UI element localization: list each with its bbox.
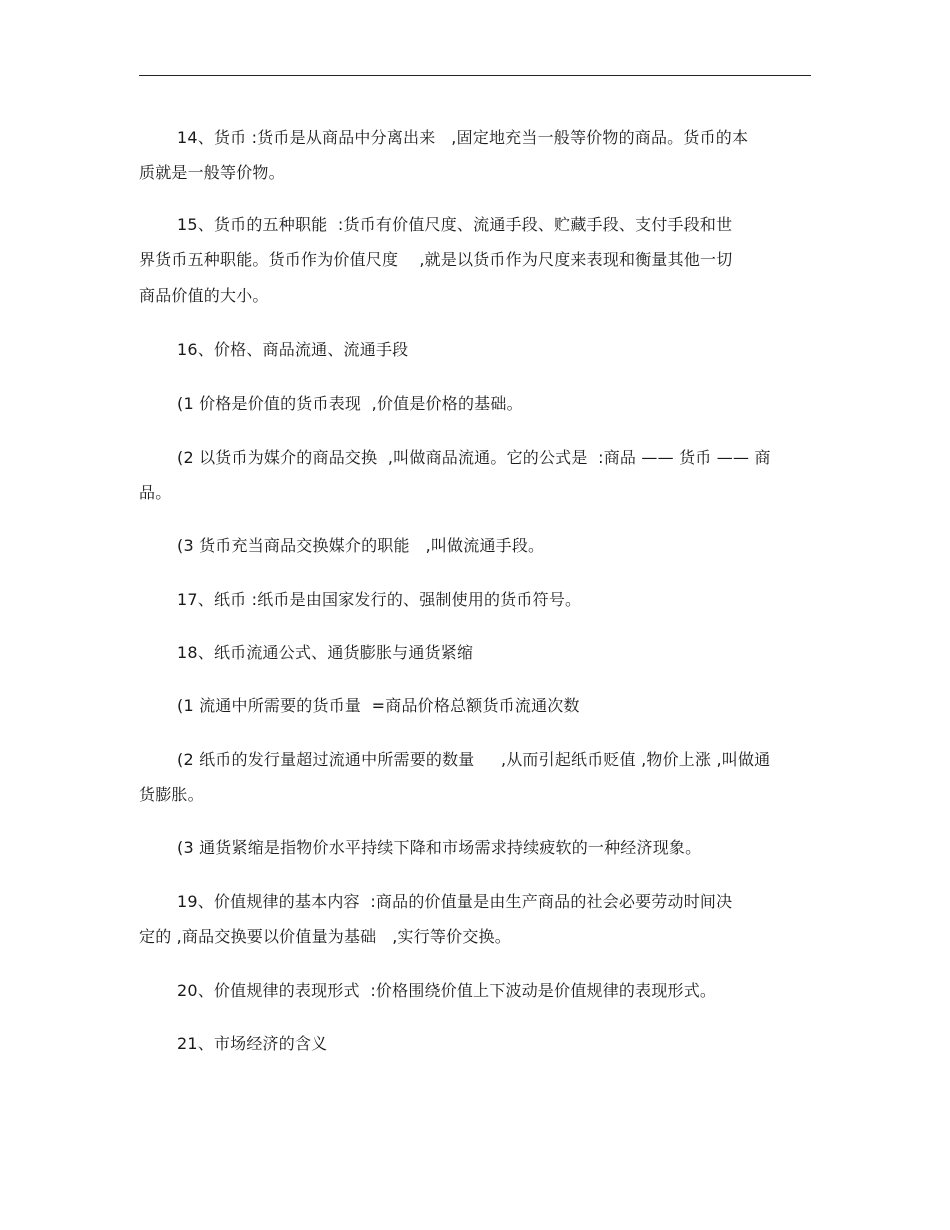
paragraph-20: 20、价值规律的表现形式 :价格围绕价值上下波动是价值规律的表现形式。 [177, 981, 717, 1000]
paragraph-19-line-1: 19、价值规律的基本内容 :商品的价值量是由生产商品的社会必要劳动时间决 [177, 892, 733, 911]
item-16-2-line-2: 品。 [139, 483, 172, 502]
heading-16: 16、价格、商品流通、流通手段 [177, 340, 409, 359]
item-16-3: (3 货币充当商品交换媒介的职能 ,叫做流通手段。 [177, 536, 545, 555]
header-rule [139, 75, 811, 76]
item-16-1: (1 价格是价值的货币表现 ,价值是价格的基础。 [177, 394, 523, 413]
paragraph-17: 17、纸币 :纸币是由国家发行的、强制使用的货币符号。 [177, 590, 582, 609]
item-18-2-line-2: 货膨胀。 [139, 785, 204, 804]
paragraph-15-line-1: 15、货币的五种职能 :货币有价值尺度、流通手段、贮藏手段、支付手段和世 [177, 215, 733, 234]
item-18-3: (3 通货紧缩是指物价水平持续下降和市场需求持续疲软的一种经济现象。 [177, 838, 702, 857]
paragraph-14-line-1: 14、货币 :货币是从商品中分离出来 ,固定地充当一般等价物的商品。货币的本 [177, 128, 749, 147]
item-18-1: (1 流通中所需要的货币量 =商品价格总额货币流通次数 [177, 696, 580, 715]
heading-21: 21、市场经济的含义 [177, 1034, 328, 1053]
item-18-2-line-1: (2 纸币的发行量超过流通中所需要的数量 ,从而引起纸币贬值 ,物价上涨 ,叫做通 [177, 750, 771, 769]
paragraph-15-line-3: 商品价值的大小。 [139, 286, 269, 305]
paragraph-14-line-2: 质就是一般等价物。 [139, 163, 285, 182]
paragraph-19-line-2: 定的 ,商品交换要以价值量为基础 ,实行等价交换。 [139, 927, 511, 946]
item-16-2-line-1: (2 以货币为媒介的商品交换 ,叫做商品流通。它的公式是 :商品 —— 货币 —— 商 [177, 448, 771, 467]
paragraph-15-line-2: 界货币五种职能。货币作为价值尺度 ,就是以货币作为尺度来表现和衡量其他一切 [139, 250, 733, 269]
heading-18: 18、纸币流通公式、通货膨胀与通货紧缩 [177, 643, 474, 662]
